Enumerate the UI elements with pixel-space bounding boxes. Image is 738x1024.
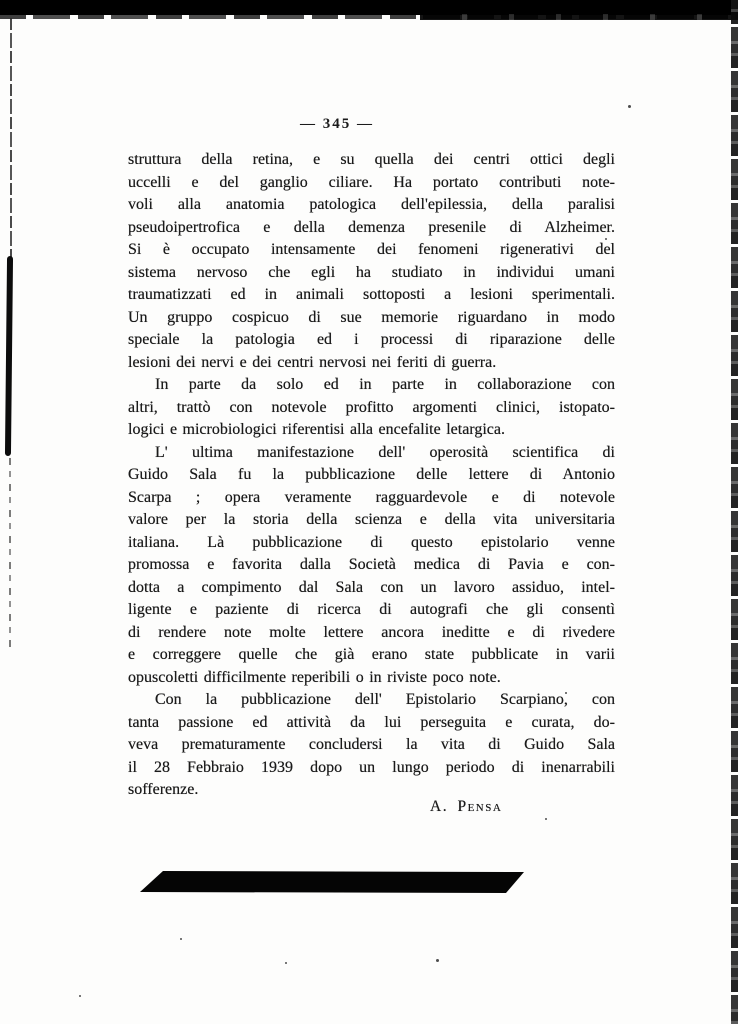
dust-speck: [180, 938, 182, 940]
author-signature: A. Pensa: [430, 798, 503, 815]
text-line: traumatizzati ed in animali sottoposti a lesioni sperimentali.: [128, 286, 615, 303]
text-line: valore per la storia della scienza e della vita universitaria: [128, 511, 615, 528]
text-line: altri, trattò con notevole profitto argomenti clinici, istopato-: [128, 398, 615, 416]
text-line: dotta a compimento dal Sala con un lavoro assiduo, intel-: [128, 578, 615, 596]
text-line: logici e microbiologici riferentisi alla encefalite letargica.: [128, 421, 505, 438]
text-line: voli alla anatomia patologica dell'epilessia, della paralisi: [128, 196, 615, 213]
scan-artifact-left-binding-line-lower: [9, 458, 11, 648]
text-line: sofferenze.: [128, 781, 199, 798]
text-line: veva prematuramente concludersi la vita di Guido Sala: [128, 736, 615, 753]
text-line: sistema nervoso che egli ha studiato in individui umani: [128, 263, 615, 281]
text-line: Si è occupato intensamente dei fenomeni rigenerativi del: [128, 241, 615, 258]
text-line: Un gruppo cospicuo di sue memorie riguardano in modo: [128, 308, 615, 326]
dust-speck: [628, 105, 631, 108]
text-line: e correggere quelle che già erano state pubblicate in varii: [128, 646, 615, 663]
text-line: di rendere note molte lettere ancora ineditte e di rivedere: [128, 623, 615, 641]
text-line: Guido Sala fu la pubblicazione delle lettere di Antonio: [128, 466, 615, 483]
text-line: In parte da solo ed in parte in collaborazione con: [155, 376, 615, 393]
dust-speck: [79, 995, 81, 997]
text-line: pseudoipertrofica e della demenza presenile di Alzheimer.: [128, 218, 615, 236]
text-line: tanta passione ed attività da lui perseguita e curata, do-: [128, 713, 615, 731]
dust-speck: [545, 818, 547, 820]
page-body-text: [128, 149, 615, 802]
text-line: lesioni dei nervi e dei centri nervosi nei feriti di guerra.: [128, 353, 497, 371]
text-line: uccelli e del ganglio ciliare. Ha portato contributi note-: [128, 173, 615, 191]
text-line: speciale la patologia ed i processi di riparazione delle: [128, 331, 615, 348]
text-line: promossa e favorita dalla Società medica di Pavia e con-: [128, 556, 615, 573]
text-line: opuscoletti difficilmente reperibili o in riviste poco note.: [128, 668, 501, 686]
scan-artifact-top-edge-right: [420, 14, 738, 20]
scan-artifact-left-binding-line-thick: [5, 256, 13, 456]
text-line: Scarpa ; opera veramente ragguardevole e di notevole: [128, 488, 615, 506]
text-line: ligente e paziente di ricerca di autografi che gli consentì: [128, 601, 615, 618]
scan-artifact-left-binding-line-upper: [10, 18, 12, 258]
dust-speck: [285, 962, 287, 964]
text-line: Con la pubblicazione dell' Epistolario Scarpiano, con: [155, 691, 615, 708]
ink-mark-parallelogram: [140, 871, 524, 893]
page-number: — 345 —: [300, 116, 374, 132]
scan-artifact-right-edge: [731, 0, 738, 1024]
text-line: L' ultima manifestazione dell' operosità scientifica di: [155, 443, 615, 461]
text-line: il 28 Febbraio 1939 dopo un lungo periodo di inenarrabili: [128, 758, 615, 776]
scan-artifact-top-edge: [0, 0, 738, 15]
text-line: struttura della retina, e su quella dei centri ottici degli: [128, 151, 615, 168]
text-line: italiana. Là pubblicazione di questo epistolario venne: [128, 533, 615, 551]
dust-speck: [436, 959, 439, 962]
